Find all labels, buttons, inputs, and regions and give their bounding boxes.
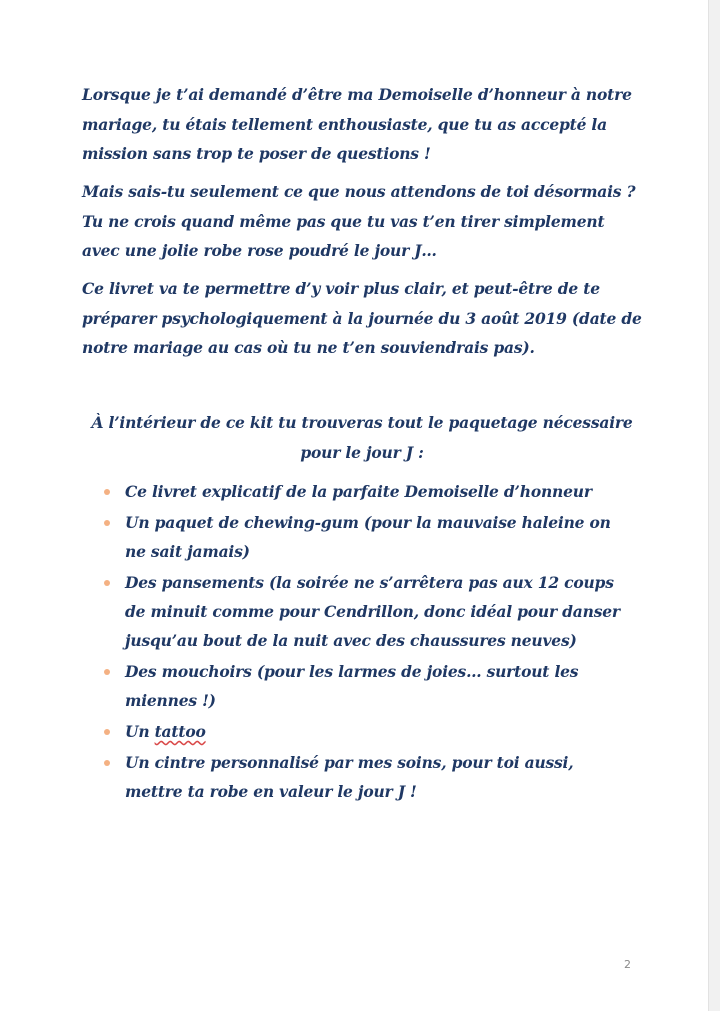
bullet-icon	[104, 580, 110, 586]
bullet-icon	[104, 729, 110, 735]
kit-list-item	[104, 657, 624, 715]
kit-item-list	[104, 477, 624, 808]
kit-list-item	[104, 477, 624, 506]
kit-item-text: Ce livret explicatif de la parfaite Demoiselle d’honneur	[125, 482, 592, 501]
kit-list-item	[104, 717, 624, 746]
kit-list-item	[104, 748, 624, 806]
intro-paragraph-1: Lorsque je t’ai demandé d’être ma Demoiselle d’honneur à notre mariage, tu étais tellement enthousiaste, que tu as accepté la mission sans trop te poser de questions !	[82, 85, 632, 163]
page-number: 2	[624, 958, 631, 971]
kit-item-text: Un cintre personnalisé par mes soins, pour toi aussi, mettre ta robe en valeur le jour J !	[125, 753, 574, 801]
window-edge	[708, 0, 720, 1011]
kit-item-prefix: Un	[125, 722, 155, 741]
kit-item-text: Des pansements (la soirée ne s’arrêtera pas aux 12 coups de minuit comme pour Cendrillon, donc idéal pour danser jusqu’au bout de la nuit avec des chaussures neuves)	[125, 573, 620, 650]
kit-item-text: Des mouchoirs (pour les larmes de joies… surtout les miennes !)	[125, 662, 579, 710]
intro-paragraph-2: Mais sais-tu seulement ce que nous attendons de toi désormais ? Tu ne crois quand même pas que tu vas t’en tirer simplement avec une jolie robe rose poudré le jour J…	[82, 182, 636, 260]
bullet-icon	[104, 669, 110, 675]
spellcheck-flagged-word[interactable]: tattoo	[154, 722, 206, 741]
bullet-icon	[104, 520, 110, 526]
bullet-icon	[104, 489, 110, 495]
kit-list-item	[104, 568, 624, 655]
kit-item-text: Un paquet de chewing-gum (pour la mauvaise haleine on ne sait jamais)	[125, 513, 611, 561]
intro-paragraph-3: Ce livret va te permettre d’y voir plus clair, et peut-être de te préparer psychologiquement à la journée du 3 août 2019 (date de notre mariage au cas où tu ne t’en souviendrais pas).	[82, 279, 642, 357]
bullet-icon	[104, 760, 110, 766]
kit-intro-heading: À l’intérieur de ce kit tu trouveras tout le paquetage nécessaire pour le jour J :	[91, 413, 633, 462]
kit-list-item	[104, 508, 624, 566]
